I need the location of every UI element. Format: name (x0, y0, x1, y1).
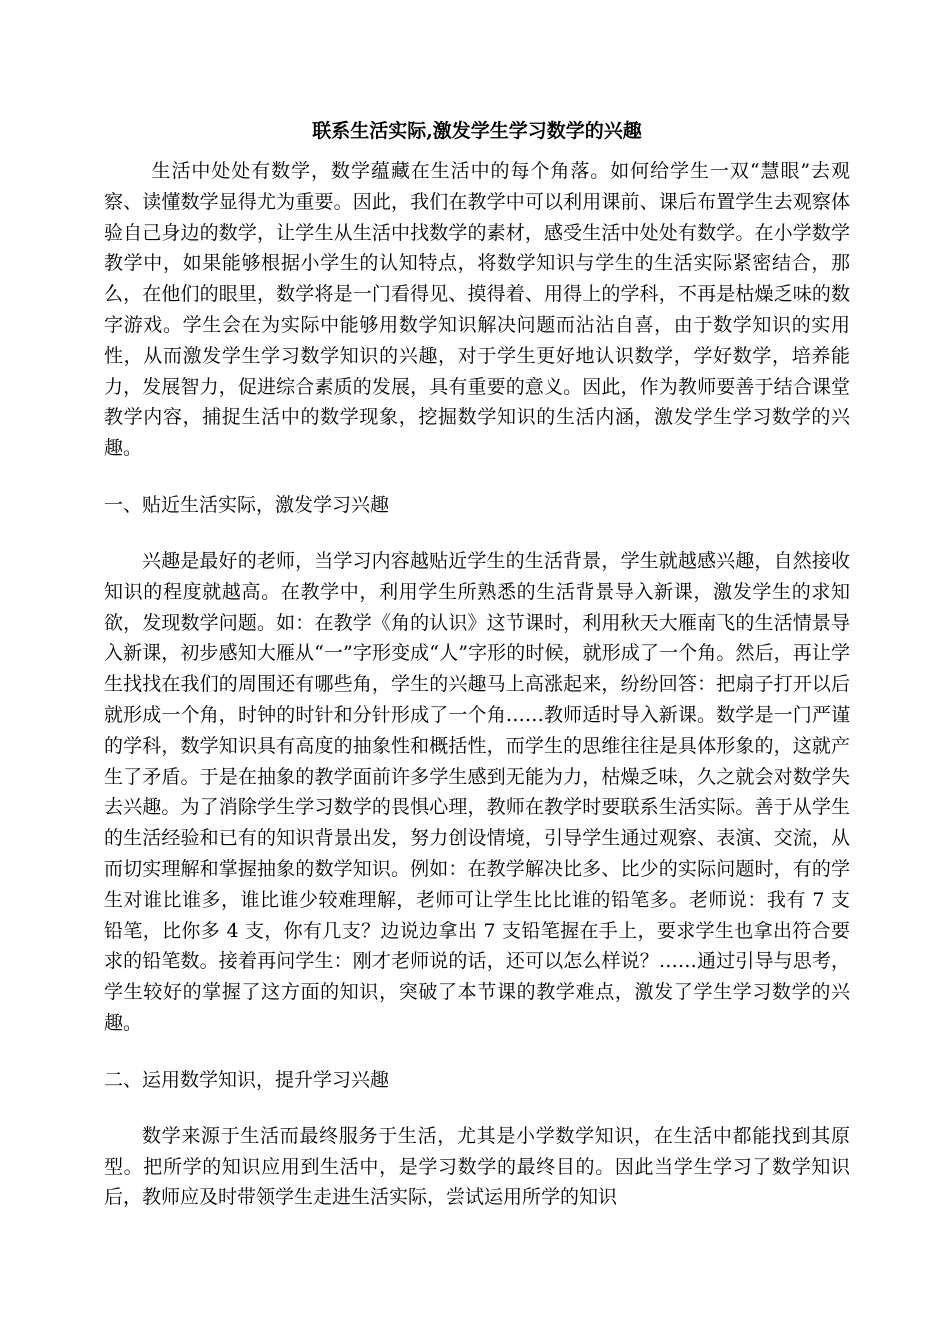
intro-paragraph: 生活中处处有数学，数学蕴藏在生活中的每个角落。如何给学生一双“慧眼”去观察、读懂数学显得尤为重要。因此，我们在教学中可以利用课前、课后布置学生去观察体验自己身边的数学，让学生从生活中找数学的素材，感受生活中处处有数学。在小学数学教学中，如果能够根据小学生的认知特点，将数学知识与学生的生活实际紧密结合，那么，在他们的眼里，数学将是一门看得见、摸得着、用得上的学科，不再是枯燥乏味的数字游戏。学生会在为实际中能够用数学知识解决问题而沾沾自喜，由于数学知识的实用性，从而激发学生学习数学知识的兴趣，对于学生更好地认识数学，学好数学，培养能力，发展智力，促进综合素质的发展，具有重要的意义。因此，作为教师要善于结合课堂教学内容，捕捉生活中的数学现象，挖掘数学知识的生活内涵，激发学生学习数学的兴趣。 (104, 160, 850, 460)
section-1-heading: 一、贴近生活实际，激发学习兴趣 (104, 493, 390, 516)
section-2-heading: 二、运用数学知识，提升学习兴趣 (104, 1068, 390, 1091)
document-title: 联系生活实际,激发学生学习数学的兴趣 (312, 120, 642, 142)
section-2-paragraph: 数学来源于生活而最终服务于生活，尤其是小学数学知识，在生活中都能找到其原型。把所学的知识应用到生活中，是学习数学的最终目的。因此当学生学习了数学知识后，教师应及时带领学生走进生活实际，尝试运用所学的知识 (104, 1124, 850, 1209)
section-1-paragraph: 兴趣是最好的老师，当学习内容越贴近学生的生活背景，学生就越感兴趣，自然接收知识的程度就越高。在教学中，利用学生所熟悉的生活背景导入新课，激发学生的求知欲，发现数学问题。如：在教学《角的认识》这节课时，利用秋天大雁南飞的生活情景导入新课，初步感知大雁从“一”字形变成“人”字形的时候，就形成了一个角。然后，再让学生找找在我们的周围还有哪些角，学生的兴趣马上高涨起来，纷纷回答：把扇子打开以后就形成一个角，时钟的时针和分针形成了一个角……教师适时导入新课。数学是一门严谨的学科，数学知识具有高度的抽象性和概括性，而学生的思维往往是具体形象的，这就产生了矛盾。于是在抽象的教学面前许多学生感到无能为力，枯燥乏味，久之就会对数学失去兴趣。为了消除学生学习数学的畏惧心理，教师在教学时要联系生活实际。善于从学生的生活经验和已有的知识背景出发，努力创设情境，引导学生通过观察、表演、交流，从而切实理解和掌握抽象的数学知识。例如：在教学解决比多、比少的实际问题时，有的学生对谁比谁多，谁比谁少较难理解，老师可让学生比比谁的铅笔多。老师说：我有 7 支铅笔，比你多 4 支，你有几支？边说边拿出 7 支铅笔握在手上，要求学生也拿出符合要求的铅笔数。接着再问学生：刚才老师说的话，还可以怎么样说？……通过引导与思考，学生较好的掌握了这方面的知识，突破了本节课的教学难点，激发了学生学习数学的兴趣。 (104, 549, 850, 1034)
document-content (104, 116, 850, 1213)
